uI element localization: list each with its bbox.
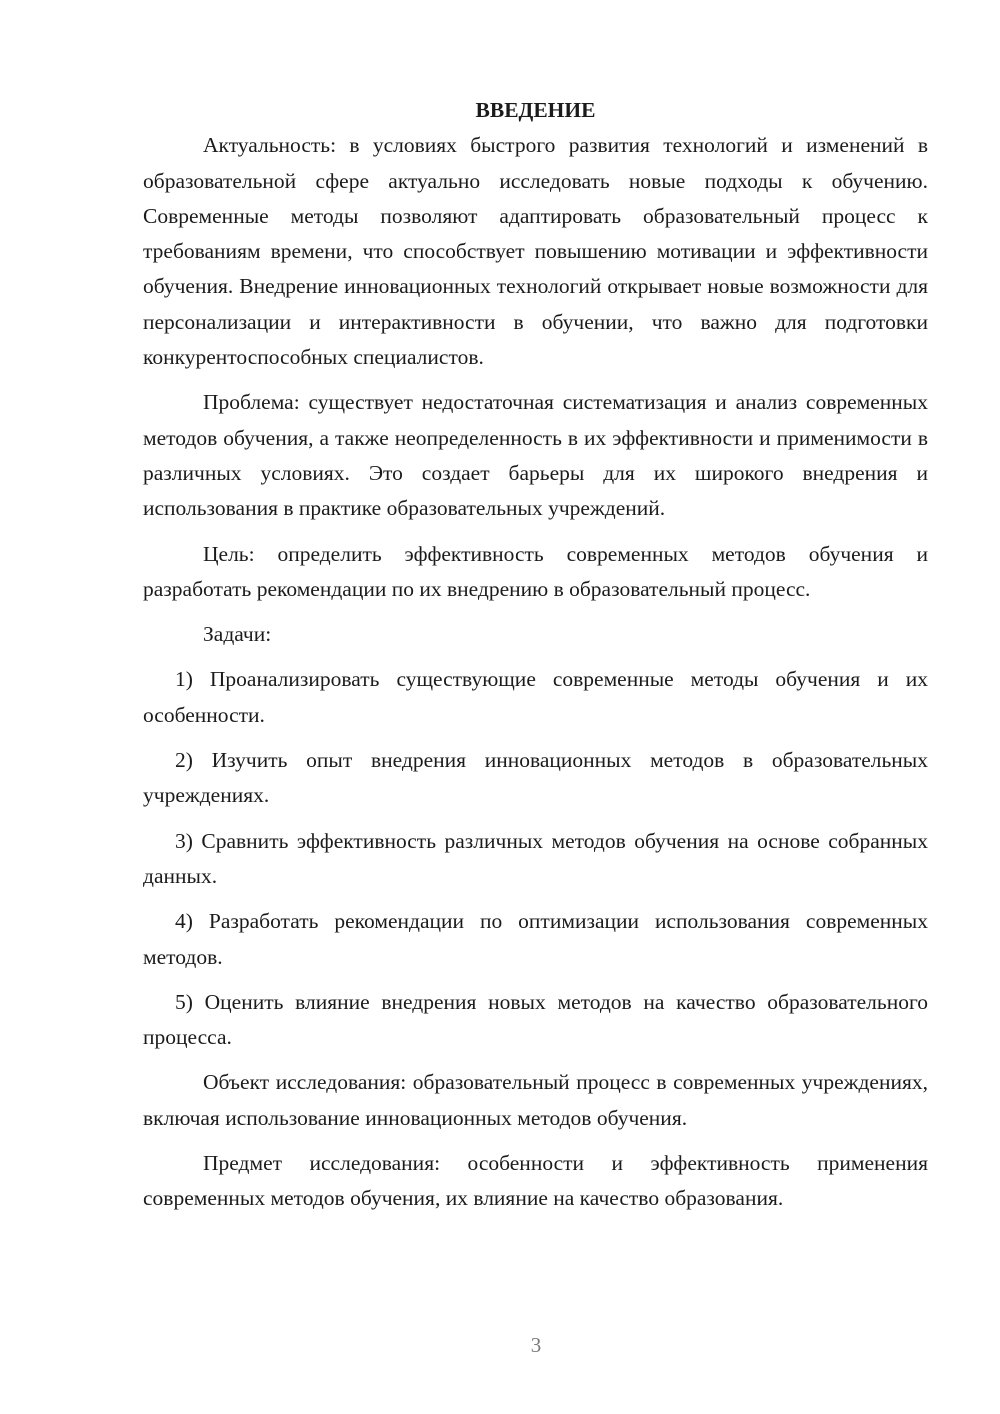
problem-paragraph: Проблема: существует недостаточная систематизация и анализ современных методов обучения, а также неопределенность в их эффективности и применимости в различных условиях. Это создает барьеры для их широкого внедрения и использования в практике образовательных учреждений.: [143, 390, 928, 521]
object-paragraph: Объект исследования: образовательный процесс в современных учреждениях, включая использование инновационных методов обучения.: [143, 1070, 928, 1130]
page-title: ВВЕДЕНИЕ: [475, 98, 596, 122]
goal-paragraph: Цель: определить эффективность современных методов обучения и разработать рекомендации по их внедрению в образовательный процесс.: [143, 541, 928, 601]
page-content: [143, 93, 928, 1227]
task-item: 2) Изучить опыт внедрения инновационных методов в образовательных учреждениях.: [143, 748, 928, 808]
page-number: 3: [530, 1333, 542, 1357]
task-item: 5) Оценить влияние внедрения новых методов на качество образовательного процесса.: [143, 989, 928, 1050]
subject-paragraph: Предмет исследования: особенности и эффективность применения современных методов обучения, их влияние на качество образования.: [143, 1151, 928, 1211]
task-item: 3) Сравнить эффективность различных методов обучения на основе собранных данных.: [143, 828, 928, 888]
tasks-heading: Задачи:: [203, 622, 272, 647]
task-item: 4) Разработать рекомендации по оптимизации использования современных методов.: [143, 909, 928, 969]
task-item: 1) Проанализировать существующие современные методы обучения и их особенности.: [143, 667, 928, 727]
relevance-paragraph: Актуальность: в условиях быстрого развития технологий и изменений в образовательной сфере актуально исследовать новые подходы к обучению. Современные методы позволяют адаптировать образовательный процесс к требованиям времени, что способствует повышению мотивации и эффективности обучения. Внедрение инновационных технологий открывает новые возможности для персонализации и интерактивности в обучении, что важно для подготовки конкурентоспособных специалистов.: [143, 133, 928, 370]
